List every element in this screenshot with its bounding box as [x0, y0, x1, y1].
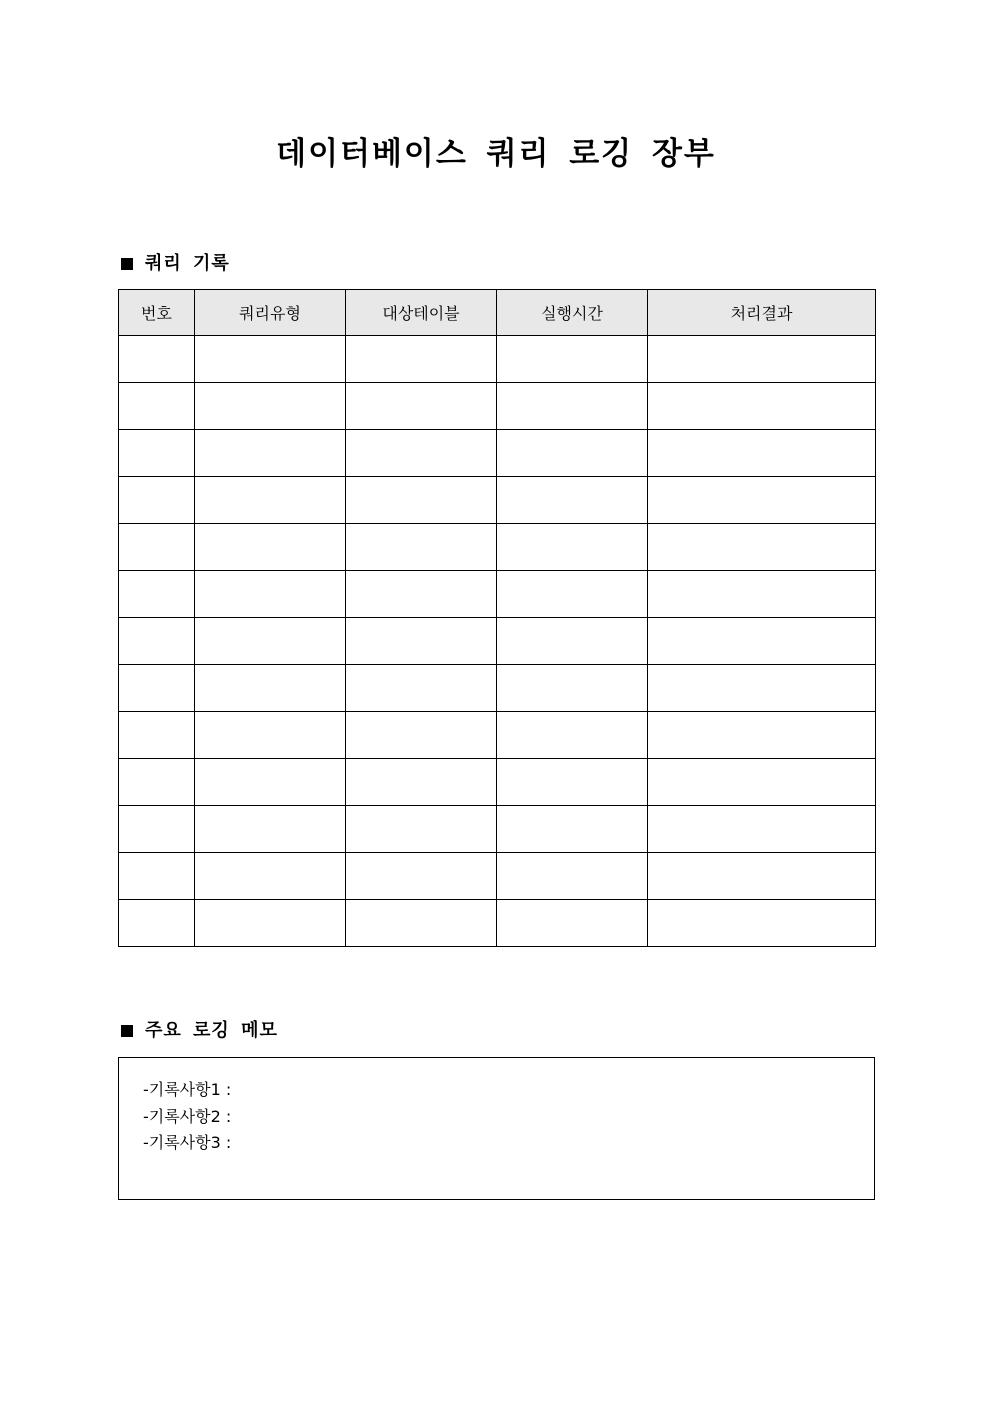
cell-result[interactable] — [648, 665, 876, 712]
query-log-table — [118, 289, 876, 947]
cell-number[interactable] — [119, 336, 195, 383]
query-log-table-body — [119, 336, 876, 947]
cell-target-table[interactable] — [346, 759, 497, 806]
column-header-target-table: 대상테이블 — [346, 290, 497, 336]
cell-result[interactable] — [648, 383, 876, 430]
cell-execution-time[interactable] — [497, 759, 648, 806]
column-header-number: 번호 — [119, 290, 195, 336]
table-row — [119, 336, 876, 383]
cell-result[interactable] — [648, 477, 876, 524]
cell-execution-time[interactable] — [497, 336, 648, 383]
query-section-heading — [119, 252, 230, 276]
cell-result[interactable] — [648, 430, 876, 477]
table-row — [119, 900, 876, 947]
table-row — [119, 665, 876, 712]
memo-item: -기록사항3 : — [143, 1133, 232, 1152]
cell-target-table[interactable] — [346, 430, 497, 477]
table-row — [119, 759, 876, 806]
memo-item: -기록사항1 : — [143, 1080, 232, 1099]
cell-result[interactable] — [648, 571, 876, 618]
cell-target-table[interactable] — [346, 806, 497, 853]
table-row — [119, 383, 876, 430]
column-header-execution-time: 실행시간 — [497, 290, 648, 336]
cell-execution-time[interactable] — [497, 900, 648, 947]
table-row — [119, 806, 876, 853]
cell-execution-time[interactable] — [497, 665, 648, 712]
table-row — [119, 524, 876, 571]
cell-number[interactable] — [119, 712, 195, 759]
cell-query-type[interactable] — [195, 900, 346, 947]
cell-target-table[interactable] — [346, 618, 497, 665]
cell-query-type[interactable] — [195, 336, 346, 383]
memo-section-heading-text: 주요 로깅 메모 — [145, 1020, 278, 1041]
cell-target-table[interactable] — [346, 712, 497, 759]
page-title: 데이터베이스 쿼리 로깅 장부 — [276, 136, 716, 172]
cell-query-type[interactable] — [195, 806, 346, 853]
memo-box — [118, 1057, 875, 1200]
cell-query-type[interactable] — [195, 524, 346, 571]
cell-number[interactable] — [119, 853, 195, 900]
cell-target-table[interactable] — [346, 571, 497, 618]
cell-target-table[interactable] — [346, 336, 497, 383]
cell-target-table[interactable] — [346, 900, 497, 947]
cell-query-type[interactable] — [195, 477, 346, 524]
cell-query-type[interactable] — [195, 759, 346, 806]
cell-query-type[interactable] — [195, 571, 346, 618]
memo-item: -기록사항2 : — [143, 1106, 232, 1126]
cell-number[interactable] — [119, 665, 195, 712]
cell-target-table[interactable] — [346, 383, 497, 430]
column-header-query-type: 쿼리유형 — [195, 290, 346, 336]
cell-result[interactable] — [648, 336, 876, 383]
table-row — [119, 430, 876, 477]
table-row — [119, 571, 876, 618]
cell-target-table[interactable] — [346, 477, 497, 524]
cell-execution-time[interactable] — [497, 712, 648, 759]
cell-execution-time[interactable] — [497, 430, 648, 477]
table-row — [119, 712, 876, 759]
cell-result[interactable] — [648, 759, 876, 806]
cell-execution-time[interactable] — [497, 806, 648, 853]
cell-number[interactable] — [119, 571, 195, 618]
cell-number[interactable] — [119, 618, 195, 665]
memo-section-heading — [119, 1019, 278, 1043]
cell-query-type[interactable] — [195, 665, 346, 712]
cell-execution-time[interactable] — [497, 571, 648, 618]
cell-execution-time[interactable] — [497, 524, 648, 571]
square-bullet-icon — [121, 1025, 133, 1037]
table-header-row — [119, 290, 876, 336]
cell-query-type[interactable] — [195, 430, 346, 477]
query-section-heading-text: 쿼리 기록 — [145, 253, 230, 274]
table-row — [119, 618, 876, 665]
cell-target-table[interactable] — [346, 853, 497, 900]
cell-number[interactable] — [119, 524, 195, 571]
cell-result[interactable] — [648, 712, 876, 759]
cell-number[interactable] — [119, 430, 195, 477]
cell-result[interactable] — [648, 806, 876, 853]
cell-execution-time[interactable] — [497, 383, 648, 430]
cell-target-table[interactable] — [346, 524, 497, 571]
cell-number[interactable] — [119, 383, 195, 430]
cell-execution-time[interactable] — [497, 477, 648, 524]
cell-number[interactable] — [119, 759, 195, 806]
cell-result[interactable] — [648, 853, 876, 900]
cell-execution-time[interactable] — [497, 853, 648, 900]
cell-query-type[interactable] — [195, 618, 346, 665]
cell-query-type[interactable] — [195, 383, 346, 430]
cell-execution-time[interactable] — [497, 618, 648, 665]
cell-result[interactable] — [648, 618, 876, 665]
square-bullet-icon — [121, 258, 133, 270]
cell-number[interactable] — [119, 477, 195, 524]
cell-number[interactable] — [119, 900, 195, 947]
cell-number[interactable] — [119, 806, 195, 853]
table-row — [119, 853, 876, 900]
memo-list — [143, 1077, 231, 1157]
cell-target-table[interactable] — [346, 665, 497, 712]
cell-result[interactable] — [648, 524, 876, 571]
cell-result[interactable] — [648, 900, 876, 947]
cell-query-type[interactable] — [195, 712, 346, 759]
table-row — [119, 477, 876, 524]
column-header-result: 처리결과 — [648, 290, 876, 336]
cell-query-type[interactable] — [195, 853, 346, 900]
